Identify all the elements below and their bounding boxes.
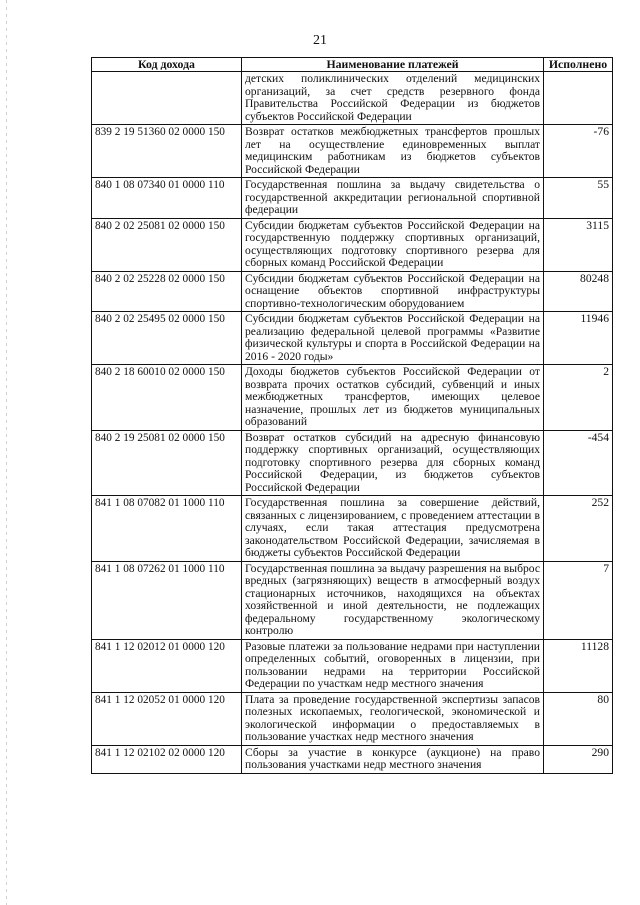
- page-number: 21: [313, 33, 327, 48]
- row-code: 840 2 02 25081 02 0000 150: [92, 218, 242, 271]
- row-name: Доходы бюджетов субъектов Российской Федерации от возврата прочих остатков субсидий, субвенций и иных межбюджетных трансфертов, имеющих целевое назначение, прошлых лет из бюджетов муниципальных образований: [242, 365, 544, 431]
- row-code: 841 1 12 02052 01 0000 120: [92, 692, 242, 745]
- row-name: Государственная пошлина за совершение действий, связанных с лицензированием, с проведением аттестации в случаях, если такая аттестация предусмотрена законодательством Российской Федерации, зачисляемая в бюджеты субъектов Российской Федерации: [242, 496, 544, 562]
- row-code: 840 2 02 25228 02 0000 150: [92, 271, 242, 312]
- table-row: [92, 218, 613, 271]
- row-code: 841 1 12 02012 01 0000 120: [92, 639, 242, 692]
- row-name: Плата за проведение государственной экспертизы запасов полезных ископаемых, геологической, экономической и экологической информации о предоставляемых в пользование участках недр местного значения: [242, 692, 544, 745]
- table-row: [92, 72, 613, 125]
- row-done: -454: [544, 430, 613, 496]
- row-name: Субсидии бюджетам субъектов Российской Федерации на государственную поддержку спортивных организаций, осуществляющих подготовку спортивного резерва для сборных команд Российской Федерации: [242, 218, 544, 271]
- row-name: Государственная пошлина за выдачу разрешения на выброс вредных (загрязняющих) веществ в атмосферный воздух стационарных источников, находящихся на объектах хозяйственной и иной деятельности, не подлежащих федеральному государственному экологическому контролю: [242, 561, 544, 639]
- row-done: 3115: [544, 218, 613, 271]
- row-name: Субсидии бюджетам субъектов Российской Федерации на оснащение объектов спортивной инфраструктуры спортивно-технологическим оборудованием: [242, 271, 544, 312]
- row-code: 841 1 08 07262 01 1000 110: [92, 561, 242, 639]
- header-code: Код дохода: [92, 58, 242, 72]
- row-name: Государственная пошлина за выдачу свидетельства о государственной аккредитации региональной спортивной федерации: [242, 178, 544, 219]
- table-header-row: [92, 58, 613, 72]
- row-code: 839 2 19 51360 02 0000 150: [92, 125, 242, 178]
- row-code: 841 1 12 02102 02 0000 120: [92, 745, 242, 773]
- row-done: 11946: [544, 312, 613, 365]
- table-row: [92, 312, 613, 365]
- table-row: [92, 365, 613, 431]
- scan-edge: [6, 0, 7, 905]
- row-done: 2: [544, 365, 613, 431]
- row-done: -76: [544, 125, 613, 178]
- row-done: 80248: [544, 271, 613, 312]
- row-code: 841 1 08 07082 01 1000 110: [92, 496, 242, 562]
- header-name: Наименование платежей: [242, 58, 544, 72]
- revenue-table: [91, 57, 613, 774]
- table-row: [92, 125, 613, 178]
- row-name: детских поликлинических отделений медицинских организаций, за счет средств резервного фонда Правительства Российской Федерации из бюджетов субъектов Российской Федерации: [242, 72, 544, 125]
- row-code: 840 1 08 07340 01 0000 110: [92, 178, 242, 219]
- table-row: [92, 271, 613, 312]
- row-done: 7: [544, 561, 613, 639]
- row-name: Возврат остатков субсидий на адресную финансовую поддержку спортивных организаций, осуществляющих подготовку спортивного резерва для сборных команд Российской Федерации, из бюджетов субъектов Российской Федерации: [242, 430, 544, 496]
- row-done: 80: [544, 692, 613, 745]
- row-name: Возврат остатков межбюджетных трансфертов прошлых лет на осуществление единовременных выплат медицинским работникам из бюджетов субъектов Российской Федерации: [242, 125, 544, 178]
- row-done: [544, 72, 613, 125]
- row-done: 252: [544, 496, 613, 562]
- row-name: Сборы за участие в конкурсе (аукционе) на право пользования участками недр местного значения: [242, 745, 544, 773]
- row-name: Разовые платежи за пользование недрами при наступлении определенных событий, оговоренных в лицензии, при пользовании недрами на территории Российской Федерации по участкам недр местного значения: [242, 639, 544, 692]
- row-done: 290: [544, 745, 613, 773]
- table-row: [92, 430, 613, 496]
- row-done: 55: [544, 178, 613, 219]
- row-name: Субсидии бюджетам субъектов Российской Федерации на реализацию федеральной целевой программы «Развитие физической культуры и спорта в Российской Федерации на 2016 - 2020 годы»: [242, 312, 544, 365]
- row-code: [92, 72, 242, 125]
- table-row: [92, 178, 613, 219]
- row-code: 840 2 18 60010 02 0000 150: [92, 365, 242, 431]
- row-code: 840 2 19 25081 02 0000 150: [92, 430, 242, 496]
- header-done: Исполнено: [544, 58, 613, 72]
- row-done: 11128: [544, 639, 613, 692]
- table-row: [92, 692, 613, 745]
- row-code: 840 2 02 25495 02 0000 150: [92, 312, 242, 365]
- table-row: [92, 745, 613, 773]
- table-row: [92, 496, 613, 562]
- table-row: [92, 639, 613, 692]
- table-row: [92, 561, 613, 639]
